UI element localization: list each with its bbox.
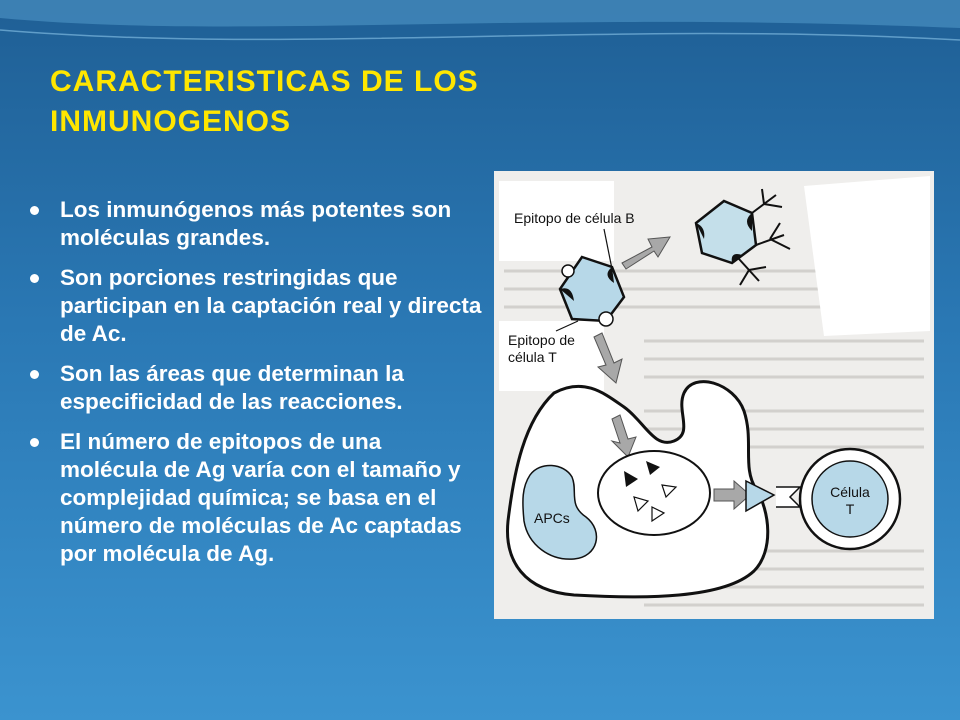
bullet-list <box>28 196 483 580</box>
label-t-cell-line2: T <box>845 501 855 517</box>
bullet-item <box>28 196 483 252</box>
bullet-item <box>28 428 483 568</box>
label-epitope-t: Epitopo de <box>508 332 575 348</box>
bullet-dot-icon <box>30 370 39 379</box>
slide-title: CARACTERISTICAS DE LOS INMUNOGENOS <box>50 65 479 138</box>
antigen-presentation-icon <box>746 481 800 511</box>
label-epitope-t-line2: célula T <box>508 349 557 365</box>
immunogen-diagram <box>494 171 934 619</box>
vesicle-with-peptides <box>598 451 710 535</box>
bullet-text: Son las áreas que determinan la especificidad de las reacciones. <box>60 361 404 414</box>
bullet-text: Los inmunógenos más potentes son moléculas grandes. <box>60 197 452 250</box>
arrow-right-up-icon <box>622 237 670 269</box>
bullet-dot-icon <box>30 274 39 283</box>
bullet-dot-icon <box>30 438 39 447</box>
bullet-dot-icon <box>30 206 39 215</box>
bullet-text: Son porciones restringidas que participan en la captación real y directa de Ac. <box>60 265 482 346</box>
decorative-wave <box>0 0 960 60</box>
label-epitope-b: Epitopo de célula B <box>514 210 635 226</box>
bullet-item <box>28 360 483 416</box>
bullet-item <box>28 264 483 348</box>
antigen-hexagon-icon <box>560 257 624 326</box>
label-apcs: APCs <box>534 510 570 526</box>
bullet-text: El número de epitopos de una molécula de Ag varía con el tamaño y complejidad química; se basa en el número de moléculas de Ac captadas por molécula de Ag. <box>60 429 462 566</box>
label-t-cell: Célula <box>830 484 870 500</box>
